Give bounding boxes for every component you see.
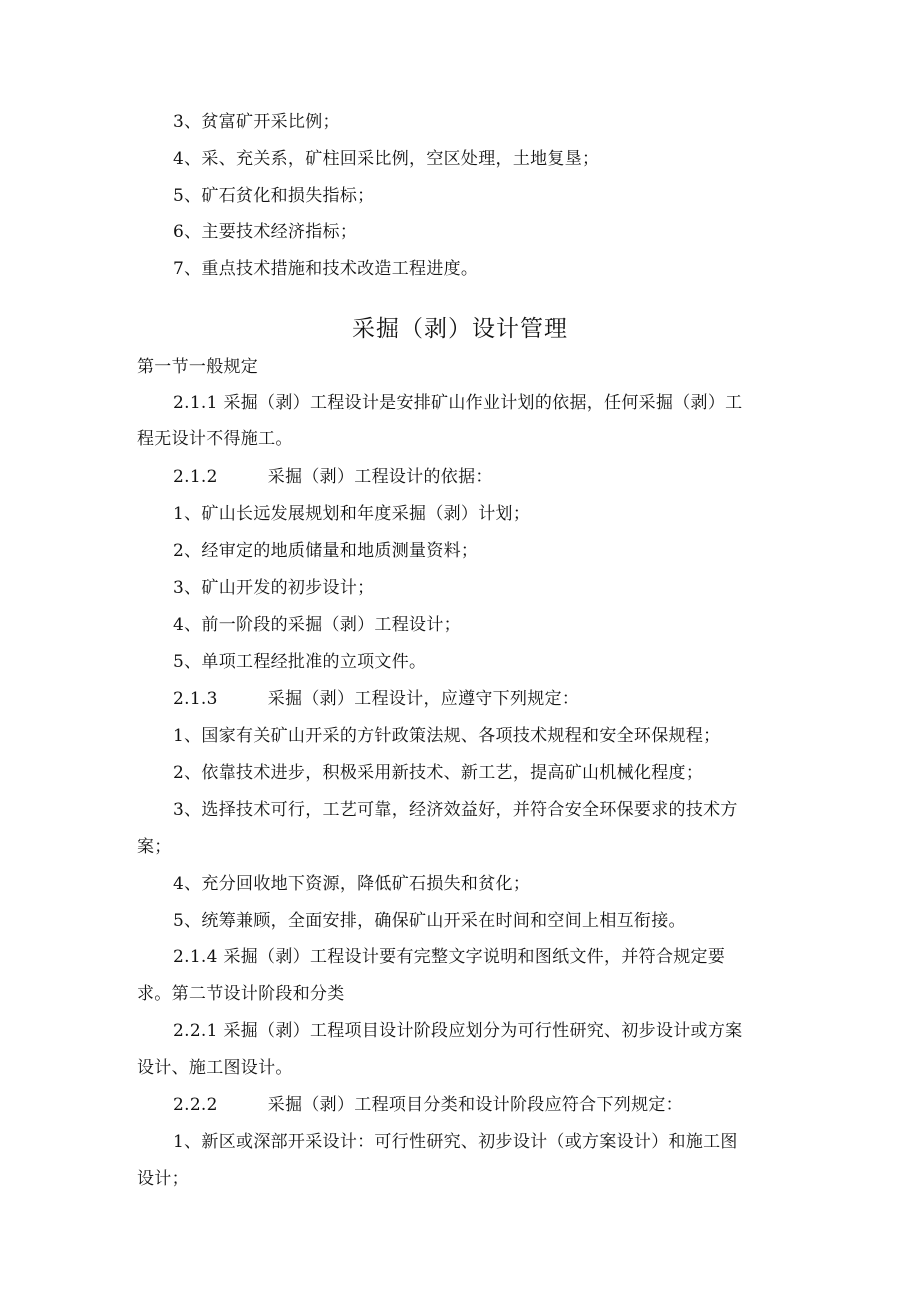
list-item: 2、依靠技术进步，积极采用新技术、新工艺，提高矿山机械化程度； xyxy=(173,763,704,783)
paragraph-line: 求。第二节设计阶段和分类 xyxy=(137,984,345,1004)
list-item-continued: 设计； xyxy=(137,1169,189,1189)
paragraph-line: 程无设计不得施工。 xyxy=(137,429,293,449)
clause-number: 2.2.2 xyxy=(173,1095,218,1115)
list-item: 5、单项工程经批准的立项文件。 xyxy=(173,652,427,672)
clause-number: 2.1.3 xyxy=(173,689,218,709)
list-item-continued: 案； xyxy=(137,837,172,857)
clause-number: 2.1.2 xyxy=(173,467,218,487)
clause-text: 采掘（剥）工程设计的依据： xyxy=(267,467,493,487)
list-item: 5、统筹兼顾，全面安排，确保矿山开采在时间和空间上相互衔接。 xyxy=(173,911,686,931)
paragraph-line: 2.2.1 采掘（剥）工程项目设计阶段应划分为可行性研究、初步设计或方案 xyxy=(173,1021,743,1041)
list-item: 5、矿石贫化和损失指标； xyxy=(173,186,375,206)
list-item: 3、贫富矿开采比例； xyxy=(173,112,340,132)
list-item: 3、选择技术可行，工艺可靠，经济效益好，并符合安全环保要求的技术方 xyxy=(173,800,738,820)
paragraph-line: 设计、施工图设计。 xyxy=(137,1058,293,1078)
clause-2-1-2 xyxy=(173,466,493,488)
paragraph-line: 2.1.1 采掘（剥）工程设计是安排矿山作业计划的依据，任何采掘（剥）工 xyxy=(173,393,743,413)
list-item: 2、经审定的地质储量和地质测量资料； xyxy=(173,541,479,561)
list-item: 6、主要技术经济指标； xyxy=(173,222,358,242)
clause-text: 采掘（剥）工程项目分类和设计阶段应符合下列规定： xyxy=(267,1095,683,1115)
list-item: 1、矿山长远发展规划和年度采掘（剥）计划； xyxy=(173,504,531,524)
list-item: 1、新区或深部开采设计：可行性研究、初步设计（或方案设计）和施工图 xyxy=(173,1132,738,1152)
section-heading: 第一节一般规定 xyxy=(137,357,259,377)
list-item: 3、矿山开发的初步设计； xyxy=(173,578,375,598)
list-item: 4、充分回收地下资源，降低矿石损失和贫化； xyxy=(173,874,531,894)
clause-2-2-2 xyxy=(173,1094,683,1116)
list-item: 7、重点技术措施和技术改造工程进度。 xyxy=(173,259,479,279)
clause-text: 采掘（剥）工程设计，应遵守下列规定： xyxy=(267,689,580,709)
chapter-title: 采掘（剥）设计管理 xyxy=(352,316,568,342)
list-item: 4、采、充关系，矿柱回采比例，空区处理，土地复垦； xyxy=(173,149,600,169)
list-item: 1、国家有关矿山开采的方针政策法规、各项技术规程和安全环保规程； xyxy=(173,726,721,746)
clause-2-1-3 xyxy=(173,688,579,710)
list-item: 4、前一阶段的采掘（剥）工程设计； xyxy=(173,615,461,635)
paragraph-line: 2.1.4 采掘（剥）工程设计要有完整文字说明和图纸文件，并符合规定要 xyxy=(173,947,726,967)
